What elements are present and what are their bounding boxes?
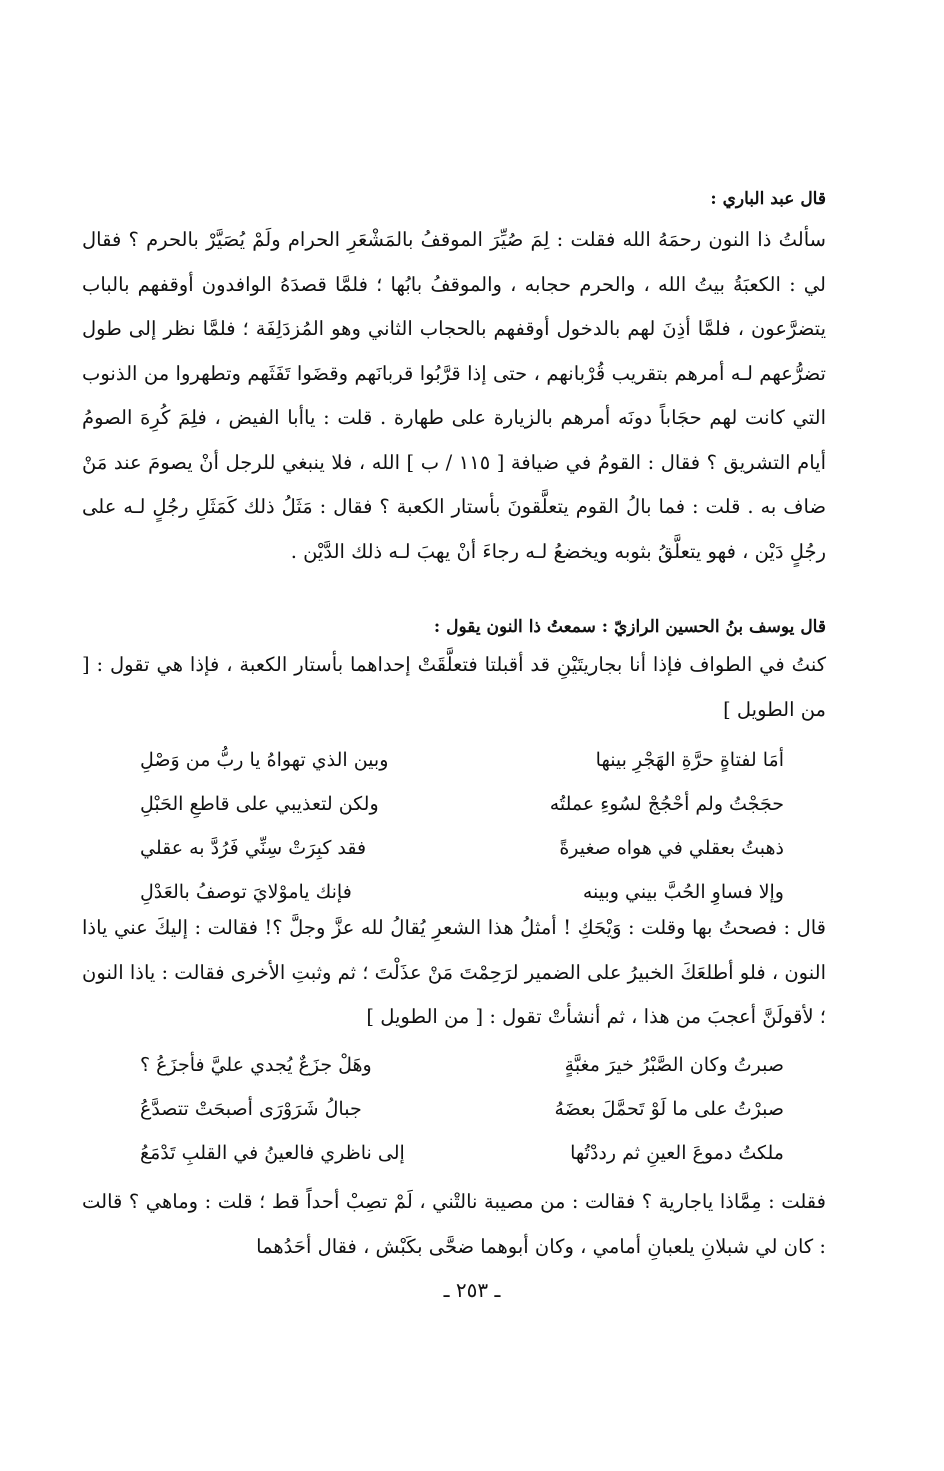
verse-second-hemistich: وبين الذي تهواهُ يا ربُّ من وَصْلِ: [140, 749, 389, 771]
paragraph-reproach: [82, 906, 826, 1040]
verse-second-hemistich: فقد كبِرَتْ سِنِّي فَرُدَّ به عقلي: [140, 837, 367, 859]
page-number: ـ ٢٥٣ ـ: [443, 1278, 501, 1302]
section-heading-abd-al-bari: قال عبد الباري :: [710, 189, 826, 209]
verse-line: [140, 1087, 784, 1131]
paragraph-text: قال : فصحتُ بها وقلت : وَيْحَكِ ! أمثلُ هذا الشعرِ يُقالُ لله عزَّ وجلَّ ؟! فقالت : إليكَ عني ياذا النون ، فلو أطلعَكَ الخبيرُ على الضمير لرَحِمْتَ مَنْ عذَلْتَ ؛ ثم وثبتِ الأخرى فقالت : ياذا النون ؛ لأقولَنَّ أعجبَ من هذا ، ثم أنشأتْ تقول : [ من الطويل ]: [82, 916, 826, 1028]
verse-line: [140, 826, 784, 870]
verse-second-hemistich: ولكن لتعذيبي على قاطعِ الحَبْلِ: [140, 793, 379, 815]
verse-first-hemistich: ذهبتُ بعقلي في هواه صغيرةً: [559, 837, 784, 859]
verse-line: [140, 1131, 784, 1175]
verse-first-hemistich: صبرتُ وكان الصَّبْرُ خيرَ مغبَّةٍ: [564, 1054, 784, 1076]
paragraph-text: فقلت : مِمَّاذا ياجارية ؟ فقالت : من مصيبة نالتْني ، لَمْ تصِبْ أحداً قط ؛ قلت : وماهي ؟ قالت : كان لي شبلانِ يلعبانِ أمامي ، وكان أبوهما ضحَّى بكَبْش ، فقال أحَدُهما: [82, 1190, 826, 1258]
verse-first-hemistich: أمَا لفتاةٍ حرَّةِ الهَجْرِ بينها: [595, 749, 784, 771]
paragraph-text: كنتُ في الطواف فإذا أنا بجاريتَيْنِ قد أقبلتا فتعلَّقَتْ إحداهما بأستار الكعبة ، فإذا هي تقول : [ من الطويل ]: [82, 653, 826, 721]
section-heading-yusuf-razi: قال يوسف بنُ الحسين الرازيّ : سمعتُ ذا النون يقول :: [433, 617, 826, 637]
verse-line: [140, 1043, 784, 1087]
verse-second-hemistich: إلى ناظري فالعينُ في القلبِ تَدْمَعُ: [140, 1142, 405, 1164]
verse-first-hemistich: ملكتُ دموعَ العينِ ثم رددْتُها: [570, 1142, 784, 1164]
verse-second-hemistich: جبالُ شَرَوْرَى أصبحَتْ تتصدَّعُ: [140, 1098, 362, 1120]
paragraph-tawaf-girls: [82, 643, 826, 732]
verse-first-hemistich: حجَجْتُ ولم أحْجُجْ لسُوءِ عملتُه: [549, 793, 784, 815]
verse-first-hemistich: صبرْتُ على ما لَوْ تَحمَّلَ بعضَهُ: [554, 1098, 784, 1120]
paragraph-question: [82, 1180, 826, 1269]
verse-line: [140, 738, 784, 782]
verse-second-hemistich: وهَلْ جزَعٌ يُجدي عليَّ فأجزَعُ ؟: [140, 1054, 372, 1076]
paragraph-text: سألتُ ذا النون رحمَهُ الله فقلت : لِمَ صُيِّرَ الموقفُ بالمَشْعَرِ الحرام ولَمْ يُصَيَّرْ بالحرم ؟ فقال لي : الكعبَةُ بيتُ الله ، والحرم حجابه ، والموقفُ بابُها ؛ فلمَّا قصدَهُ الوافدون أوقفهم بالباب يتضرَّعون ، فلمَّا أذِنَ لهم بالدخول أوقفهم بالحجاب الثاني وهو المُزدَلِفَة ؛ فلمَّا نظر إلى طول تضرُّعهم لـه أمرهم بتقريب قُرْبانهم ، حتى إذا قرَّبُوا قربانَهم وقضَوا تَفَثَهم وتطهروا من الذنوب التي كانت لهم حجَاباً دونَه أمرهم بالزيارة على طهارة . قلت : ياأبا الفيض ، فلِمَ كُرِهَ الصومُ أيام التشريق ؟ فقال : القومُ في ضيافة [ ١١٥ / ب ] الله ، فلا ينبغي للرجل أنْ يصومَ عند مَنْ ضاف به . قلت : فما بالُ القوم يتعلَّقونَ بأستار الكعبة ؟ فقال : مَثَلُ ذلك كَمَثَلِ رجُلٍ لـه على رجُلٍ دَيْن ، فهو يتعلَّقُ بثوبه ويخضعُ لـه رجاءَ أنْ يهبَ لـه ذلك الدَّيْن .: [82, 228, 826, 563]
verse-line: [140, 782, 784, 826]
verse-first-hemistich: وإلا فساوِ الحُبَّ بيني وبينه: [582, 881, 784, 903]
paragraph-dhul-nun-mawqif: [82, 218, 826, 574]
poem-second: [140, 1043, 784, 1175]
poem-first: [140, 738, 784, 914]
verse-second-hemistich: فإنك ياموْلايَ توصفُ بالعَدْلِ: [140, 881, 352, 903]
